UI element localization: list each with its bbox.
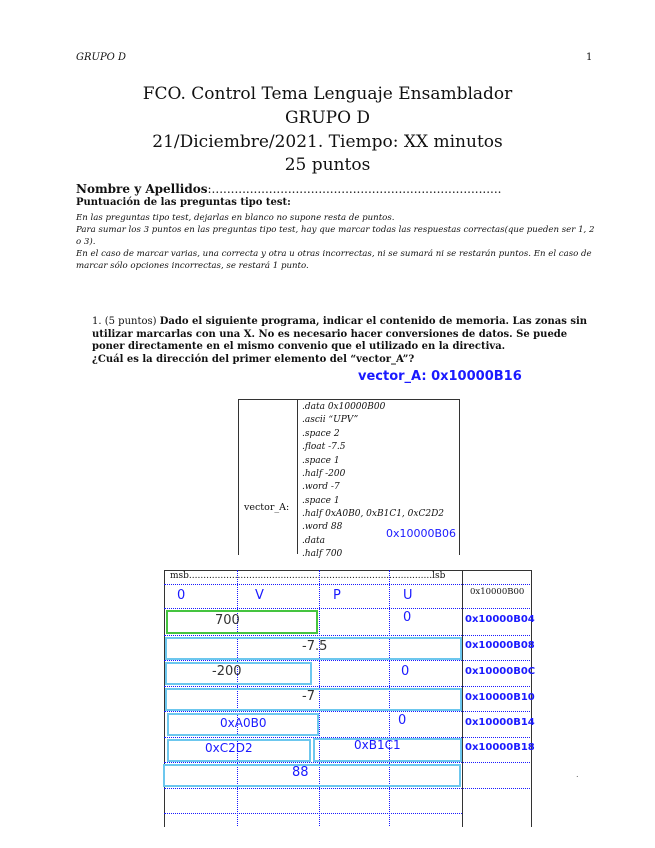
row-separator — [164, 608, 530, 609]
mem-half: 700 — [215, 613, 240, 628]
mem-word: 88 — [292, 765, 309, 780]
mem-half: 0xC2D2 — [205, 741, 253, 755]
doc-title: FCO. Control Tema Lenguaje Ensamblador — [142, 84, 513, 104]
row-address: 0x10000B10 — [465, 692, 535, 703]
row-separator — [164, 686, 530, 687]
row-separator — [164, 813, 462, 814]
program-label: vector_A: — [244, 502, 290, 513]
code-line: .half 700 — [302, 549, 343, 559]
mem-half: 0xB1C1 — [354, 738, 401, 752]
scoring-title: Puntuación de las preguntas tipo test: — [76, 197, 291, 208]
code-line: .space 1 — [302, 496, 340, 506]
mem-byte: P — [333, 588, 341, 603]
row-address: 0x10000B0C — [465, 666, 536, 677]
code-line: .half 0xA0B0, 0xB1C1, 0xC2D2 — [302, 509, 445, 519]
code-line: .ascii “UPV” — [302, 415, 359, 425]
name-dots: :............................................................................ — [207, 182, 502, 196]
doc-points: 25 puntos — [284, 155, 371, 175]
name-label: Nombre y Apellidos — [76, 182, 208, 196]
row-address: 0x10000B08 — [465, 640, 535, 651]
question-sub: ¿Cuál es la dirección del primer elemento del “vector_A”? — [92, 353, 415, 365]
running-header: GRUPO D — [76, 52, 127, 63]
code-line: .data 0x10000B00 — [302, 402, 386, 412]
mem-word: -7.5 — [302, 639, 328, 654]
mem-word-box — [163, 764, 461, 787]
stray-mark: . — [576, 770, 579, 779]
doc-date: 21/Diciembre/2021. Tiempo: XX minutos — [152, 132, 503, 152]
doc-group: GRUPO D — [284, 108, 371, 128]
code-line: .space 1 — [302, 456, 340, 466]
mem-byte: 0 — [403, 610, 412, 625]
row-address: 0x10000B04 — [465, 614, 535, 625]
vector-answer: vector_A: 0x10000B16 — [358, 369, 522, 384]
scoring-rule-1: En las preguntas tipo test, dejarlas en blanco no supone resta de puntos. — [76, 213, 395, 223]
base-address: 0x10000B00 — [470, 587, 525, 597]
row-address: 0x10000B14 — [465, 717, 535, 728]
mem-byte: 0 — [401, 664, 410, 679]
question-number: 1. — [92, 316, 102, 327]
mem-byte: 0 — [177, 588, 186, 603]
code-line: .space 2 — [302, 429, 340, 439]
page-number: 1 — [586, 52, 593, 63]
mem-byte: U — [403, 588, 413, 603]
row-separator — [164, 788, 530, 789]
mem-byte: V — [255, 588, 264, 603]
code-line: .word 88 — [302, 522, 343, 532]
scoring-rule-2: Para sumar los 3 puntos en las preguntas tipo test, hay que marcar todas las respuestas correctas(que pueden ser 1, 2 o 3). — [76, 225, 595, 247]
code-line: .float -7.5 — [302, 442, 346, 452]
question-text: Dado el siguiente programa, indicar el contenido de memoria. Las zonas sin utilizar marcarlas con una X. No es necesario hacer conversiones de datos. Se puede poner directamente en el mismo convenio que el utilizado en la directiva. — [92, 316, 588, 352]
mem-word: -7 — [302, 689, 315, 704]
name-field — [76, 182, 501, 196]
msb-lsb-header: msb.....................................................................................lsb — [170, 571, 446, 581]
row-separator — [164, 762, 530, 763]
question-points: (5 puntos) — [104, 316, 157, 327]
program-divider — [297, 399, 298, 554]
row-address: 0x10000B18 — [465, 742, 535, 753]
row-separator — [164, 584, 530, 585]
code-line: .data — [302, 536, 325, 546]
mem-half-box — [166, 610, 318, 634]
row-separator — [164, 660, 530, 661]
mem-half: 0xA0B0 — [220, 716, 267, 730]
row-separator — [164, 711, 530, 712]
data-address-annotation: 0x10000B06 — [386, 527, 457, 540]
code-line: .half -200 — [302, 469, 346, 479]
scoring-rule-3: En el caso de marcar varias, una correcta y otra u otras incorrectas, ni se sumará ni se restarán puntos. En el caso de marcar sólo opciones incorrectas, se restará 1 punto. — [76, 249, 592, 271]
row-separator — [164, 635, 530, 636]
code-line: .word -7 — [302, 482, 340, 492]
mem-byte: 0 — [398, 713, 407, 728]
mem-half: -200 — [212, 664, 242, 679]
question-1 — [92, 316, 597, 366]
